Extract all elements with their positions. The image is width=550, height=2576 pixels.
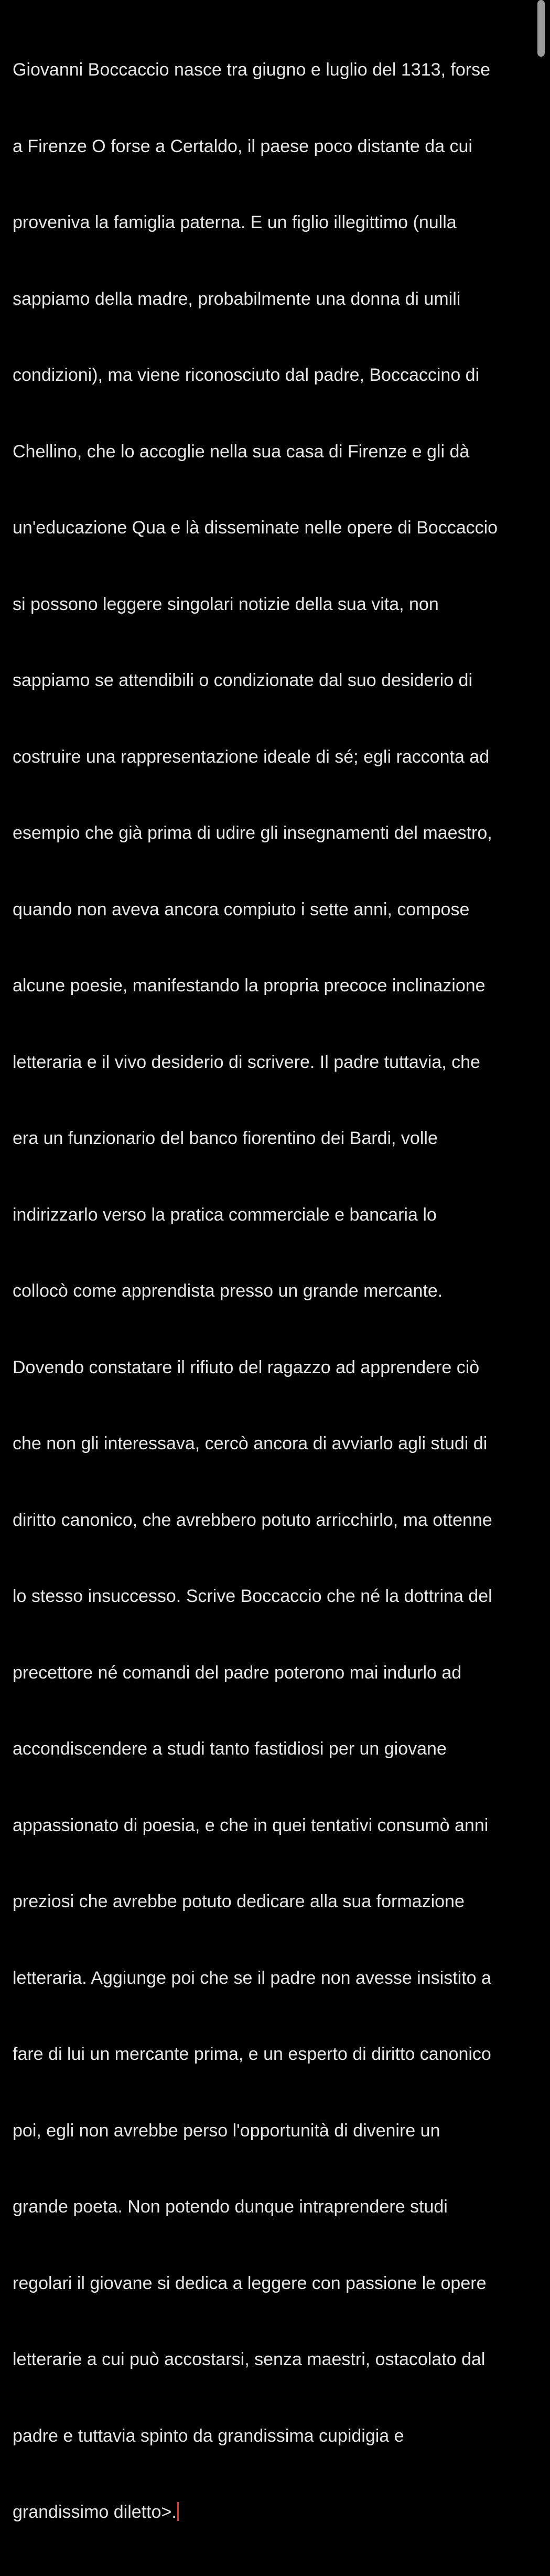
- text-line: fare di lui un mercante prima, e un esperto di diritto canonico: [13, 2044, 491, 2064]
- text-line: padre e tuttavia spinto da grandissima cupidigia e: [13, 2425, 404, 2446]
- text-line: che non gli interessava, cercò ancora di avviarlo agli studi di: [13, 1434, 488, 1453]
- text-line: precettore né comandi del padre poterono mai indurlo ad: [13, 1662, 462, 1683]
- text-line: poi, egli non avrebbe perso l'opportunità di divenire un: [13, 2120, 440, 2141]
- text-line: appassionato di poesia, e che in quei tentativi consumò anni: [13, 1815, 489, 1835]
- text-line: letteraria. Aggiunge poi che se il padre non avesse insistito a: [13, 1968, 491, 1988]
- text-line: alcune poesie, manifestando la propria precoce inclinazione: [13, 976, 486, 996]
- text-line: sappiamo della madre, probabilmente una donna di umili: [13, 288, 461, 309]
- text-line: grande poeta. Non potendo dunque intraprendere studi: [13, 2197, 448, 2217]
- text-line: costruire una rappresentazione ideale di sé; egli racconta ad: [13, 746, 490, 767]
- scrollbar-track[interactable]: [537, 0, 545, 852]
- text-line: indirizzarlo verso la pratica commerciale e bancaria lo: [13, 1204, 437, 1225]
- text-cursor: [177, 2502, 179, 2521]
- text-line: lo stesso insuccesso. Scrive Boccaccio che né la dottrina del: [13, 1586, 492, 1606]
- text-line: diritto canonico, che avrebbero potuto arricchirlo, ma ottenne: [13, 1510, 492, 1530]
- text-line: era un funzionario del banco fiorentino dei Bardi, volle: [13, 1128, 438, 1148]
- text-line: quando non aveva ancora compiuto i sette anni, compose: [13, 899, 470, 920]
- last-text-line: [13, 2499, 537, 2525]
- text-line: letterarie a cui può accostarsi, senza maestri, ostacolato dal: [13, 2349, 486, 2369]
- scrollbar-thumb[interactable]: [537, 0, 545, 57]
- text-line: collocò come apprendista presso un grande mercante.: [13, 1281, 443, 1301]
- text-line: grandissimo diletto>.: [13, 2502, 177, 2522]
- text-line: Giovanni Boccaccio nasce tra giugno e luglio del 1313, forse: [13, 60, 491, 80]
- text-line: Dovendo constatare il rifiuto del ragazzo ad apprendere ciò: [13, 1357, 480, 1377]
- text-line: Chellino, che lo accoglie nella sua casa di Firenze e gli dà: [13, 441, 470, 462]
- text-line: si possono leggere singolari notizie della sua vita, non: [13, 594, 439, 614]
- text-line: preziosi che avrebbe potuto dedicare alla sua formazione: [13, 1891, 465, 1911]
- text-line: condizioni), ma viene riconosciuto dal padre, Boccaccino di: [13, 365, 480, 385]
- text-line: regolari il giovane si dedica a leggere con passione le opere: [13, 2273, 487, 2293]
- text-line: proveniva la famiglia paterna. E un figlio illegittimo (nulla: [13, 212, 457, 232]
- text-line: un'educazione Qua e là disseminate nelle opere di Boccaccio: [13, 518, 498, 538]
- document-text-area[interactable]: [13, 6, 537, 2576]
- text-line: sappiamo se attendibili o condizionate dal suo desiderio di: [13, 670, 473, 690]
- text-line: a Firenze O forse a Certaldo, il paese poco distante da cui: [13, 136, 472, 156]
- text-line: letteraria e il vivo desiderio di scrivere. Il padre tuttavia, che: [13, 1052, 480, 1072]
- text-line: accondiscendere a studi tanto fastidiosi per un giovane: [13, 1739, 447, 1759]
- text-line: esempio che già prima di udire gli insegnamenti del maestro,: [13, 823, 492, 843]
